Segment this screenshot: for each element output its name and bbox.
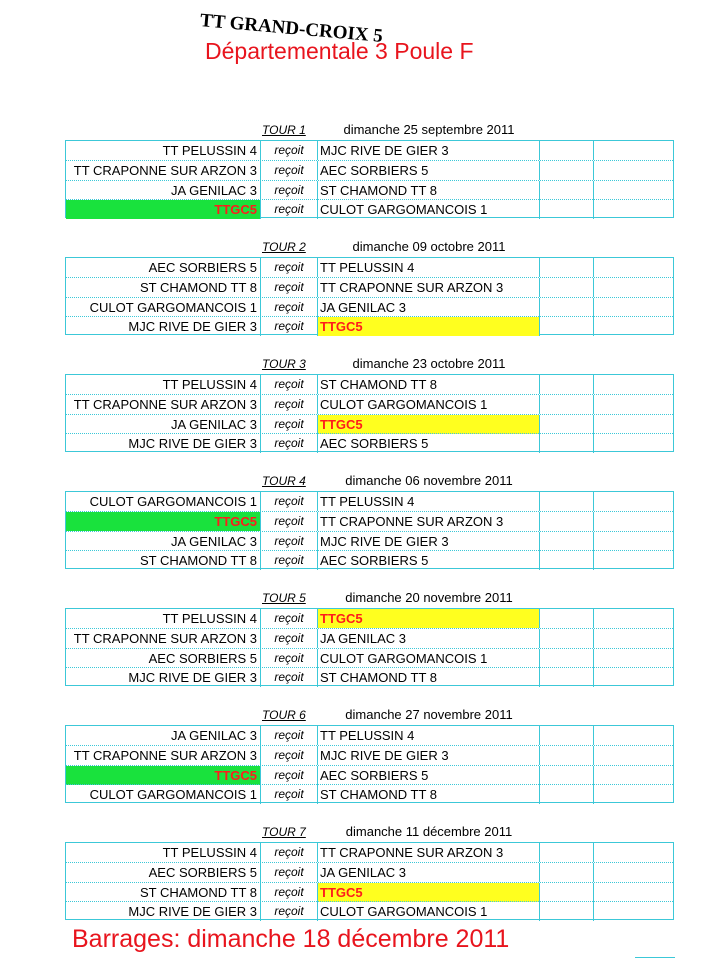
round-header	[0, 706, 720, 726]
match-row	[66, 862, 673, 882]
home-team-name: CULOT GARGOMANCOIS 1	[89, 299, 257, 315]
recoit-label: reçoit	[261, 200, 318, 219]
tour-date: dimanche 11 décembre 2011	[345, 824, 513, 839]
home-team	[66, 863, 261, 882]
recoit-label: reçoit	[261, 161, 318, 180]
tour-date: dimanche 27 novembre 2011	[345, 707, 513, 722]
notes-cell	[593, 843, 673, 862]
notes-cell	[593, 161, 673, 180]
notes-cell	[593, 415, 673, 434]
away-team-name: TTGC5	[320, 318, 363, 334]
match-row	[66, 297, 673, 317]
away-team	[318, 532, 539, 551]
match-row	[66, 609, 673, 628]
home-team	[66, 415, 261, 434]
home-team-name: AEC SORBIERS 5	[148, 260, 257, 275]
home-team-name: TT CRAPONNE SUR ARZON 3	[73, 748, 257, 764]
home-team-name: TT CRAPONNE SUR ARZON 3	[73, 397, 257, 413]
home-team	[66, 317, 261, 336]
away-team-name: JA GENILAC 3	[320, 865, 406, 881]
notes-cell	[593, 317, 673, 336]
away-team	[318, 609, 539, 628]
home-team	[66, 726, 261, 745]
away-team	[318, 141, 539, 160]
away-team-name: TT PELUSSIN 4	[320, 260, 415, 275]
recoit-label: reçoit	[261, 551, 318, 570]
match-row	[66, 531, 673, 551]
match-row	[66, 492, 673, 511]
home-team-name: JA GENILAC 3	[171, 416, 257, 432]
home-team-name: TT PELUSSIN 4	[162, 143, 257, 158]
home-team	[66, 141, 261, 160]
away-team	[318, 629, 539, 648]
recoit-label: reçoit	[261, 649, 318, 668]
match-row	[66, 726, 673, 745]
score-cell	[539, 375, 593, 394]
recoit-label: reçoit	[261, 298, 318, 317]
away-team	[318, 200, 539, 219]
home-team-name: ST CHAMOND TT 8	[139, 280, 257, 296]
away-team	[318, 843, 578, 862]
away-team	[318, 181, 539, 200]
home-team	[66, 512, 261, 531]
recoit-label: reçoit	[261, 746, 318, 765]
home-team-name: MJC RIVE DE GIER 3	[128, 669, 257, 685]
notes-cell	[593, 902, 673, 921]
match-row	[66, 258, 673, 277]
score-cell	[539, 883, 593, 902]
match-table	[65, 725, 674, 803]
home-team	[66, 902, 261, 921]
round-block	[0, 589, 720, 689]
away-team	[318, 492, 539, 511]
round-header	[0, 589, 720, 609]
score-cell	[539, 434, 593, 453]
home-team	[66, 551, 261, 570]
notes-cell	[593, 278, 673, 297]
notes-cell	[593, 649, 673, 668]
away-team	[318, 434, 539, 453]
away-team	[318, 415, 539, 434]
recoit-label: reçoit	[261, 668, 318, 687]
score-cell	[539, 668, 593, 687]
notes-cell	[593, 395, 673, 414]
round-block	[0, 472, 720, 572]
home-team	[66, 746, 261, 765]
notes-cell	[593, 512, 673, 531]
away-team	[318, 785, 539, 804]
recoit-label: reçoit	[261, 766, 318, 785]
score-cell	[539, 181, 593, 200]
notes-cell	[593, 668, 673, 687]
away-team	[318, 317, 539, 336]
notes-cell	[593, 746, 673, 765]
recoit-label: reçoit	[261, 785, 318, 804]
recoit-label: reçoit	[261, 395, 318, 414]
tour-label: TOUR 1	[262, 123, 306, 137]
tour-label: TOUR 5	[262, 591, 306, 605]
round-block	[0, 823, 720, 923]
score-cell	[539, 629, 593, 648]
recoit-label: reçoit	[261, 726, 318, 745]
away-team	[318, 883, 539, 902]
notes-cell	[593, 863, 673, 882]
away-team	[318, 258, 539, 277]
home-team	[66, 532, 261, 551]
recoit-label: reçoit	[261, 258, 318, 277]
notes-cell	[593, 726, 673, 745]
recoit-label: reçoit	[261, 492, 318, 511]
home-team-name: AEC SORBIERS 5	[148, 865, 257, 881]
home-team	[66, 258, 261, 277]
barrages-date: Barrages: dimanche 18 décembre 2011	[72, 925, 510, 953]
score-cell	[539, 492, 593, 511]
home-team	[66, 200, 261, 219]
tour-date: dimanche 09 octobre 2011	[352, 239, 506, 254]
notes-cell	[593, 181, 673, 200]
away-team	[318, 161, 539, 180]
match-row	[66, 316, 673, 336]
tour-label: TOUR 2	[262, 240, 306, 254]
away-team-name: TT PELUSSIN 4	[320, 494, 415, 509]
match-row	[66, 511, 673, 531]
home-team	[66, 395, 261, 414]
home-team-name: ST CHAMOND TT 8	[139, 552, 257, 568]
score-cell	[539, 395, 593, 414]
home-team	[66, 649, 261, 668]
match-table	[65, 491, 674, 569]
notes-cell	[593, 629, 673, 648]
round-block	[0, 355, 720, 455]
home-team	[66, 609, 261, 628]
home-team-name: ST CHAMOND TT 8	[139, 884, 257, 900]
home-team-name: AEC SORBIERS 5	[148, 650, 257, 666]
match-table	[65, 257, 674, 335]
recoit-label: reçoit	[261, 609, 318, 628]
notes-cell	[593, 551, 673, 570]
away-team-name: TT CRAPONNE SUR ARZON 3	[320, 514, 504, 530]
tour-label: TOUR 7	[262, 825, 306, 839]
recoit-label: reçoit	[261, 902, 318, 921]
home-team	[66, 883, 261, 902]
home-team-name: JA GENILAC 3	[171, 533, 257, 549]
tour-label: TOUR 3	[262, 357, 306, 371]
away-team-name: CULOT GARGOMANCOIS 1	[320, 650, 488, 666]
away-team	[318, 766, 539, 785]
score-cell	[539, 161, 593, 180]
notes-cell	[593, 532, 673, 551]
home-team	[66, 668, 261, 687]
away-team-name: MJC RIVE DE GIER 3	[320, 533, 449, 549]
away-team-name: AEC SORBIERS 5	[320, 435, 429, 451]
round-header	[0, 472, 720, 492]
score-cell	[539, 415, 593, 434]
tour-date: dimanche 06 novembre 2011	[345, 473, 513, 488]
recoit-label: reçoit	[261, 883, 318, 902]
home-team	[66, 161, 261, 180]
home-team-name: TT CRAPONNE SUR ARZON 3	[73, 163, 257, 179]
home-team	[66, 629, 261, 648]
away-team-name: AEC SORBIERS 5	[320, 552, 429, 568]
match-row	[66, 550, 673, 570]
round-header	[0, 823, 720, 843]
away-team	[318, 375, 539, 394]
match-table	[65, 608, 674, 686]
round-block	[0, 706, 720, 806]
match-row	[66, 394, 673, 414]
match-row	[66, 199, 673, 219]
away-team-name: AEC SORBIERS 5	[320, 163, 429, 179]
away-team	[318, 902, 539, 921]
recoit-label: reçoit	[261, 317, 318, 336]
score-cell	[539, 258, 593, 277]
notes-cell	[593, 141, 673, 160]
away-team	[318, 726, 539, 745]
away-team-name: CULOT GARGOMANCOIS 1	[320, 201, 488, 217]
tour-date: dimanche 23 octobre 2011	[352, 356, 506, 371]
league-title: Départementale 3 Poule F	[205, 38, 474, 64]
away-team	[318, 298, 539, 317]
divider	[635, 957, 675, 958]
home-team	[66, 375, 261, 394]
match-row	[66, 141, 673, 160]
match-table	[65, 842, 674, 920]
away-team	[318, 649, 539, 668]
away-team-name: AEC SORBIERS 5	[320, 767, 429, 783]
away-team-name: MJC RIVE DE GIER 3	[320, 748, 449, 764]
match-row	[66, 375, 673, 394]
score-cell	[539, 766, 593, 785]
match-row	[66, 433, 673, 453]
away-team-name: ST CHAMOND TT 8	[320, 377, 438, 392]
notes-cell	[593, 785, 673, 804]
home-team	[66, 766, 261, 785]
notes-cell	[593, 434, 673, 453]
notes-cell	[593, 375, 673, 394]
match-row	[66, 765, 673, 785]
home-team-name: JA GENILAC 3	[171, 182, 257, 198]
recoit-label: reçoit	[261, 181, 318, 200]
home-team-name: TTGC5	[214, 201, 257, 217]
notes-cell	[593, 298, 673, 317]
away-team-name: MJC RIVE DE GIER 3	[320, 143, 449, 158]
round-block	[0, 121, 720, 221]
match-row	[66, 745, 673, 765]
score-cell	[539, 785, 593, 804]
away-team-name: ST CHAMOND TT 8	[320, 182, 438, 198]
match-table	[65, 140, 674, 218]
away-team	[318, 863, 539, 882]
away-team-name: CULOT GARGOMANCOIS 1	[320, 903, 488, 919]
score-cell	[539, 726, 593, 745]
match-row	[66, 648, 673, 668]
home-team	[66, 278, 261, 297]
score-cell	[539, 863, 593, 882]
away-team-name: TT CRAPONNE SUR ARZON 3	[320, 280, 504, 296]
home-team	[66, 434, 261, 453]
score-cell	[539, 141, 593, 160]
score-cell	[539, 532, 593, 551]
match-row	[66, 667, 673, 687]
match-row	[66, 414, 673, 434]
recoit-label: reçoit	[261, 629, 318, 648]
match-row	[66, 901, 673, 921]
recoit-label: reçoit	[261, 278, 318, 297]
away-team	[318, 551, 539, 570]
recoit-label: reçoit	[261, 863, 318, 882]
home-team	[66, 181, 261, 200]
recoit-label: reçoit	[261, 375, 318, 394]
home-team	[66, 785, 261, 804]
home-team-name: MJC RIVE DE GIER 3	[128, 318, 257, 334]
recoit-label: reçoit	[261, 843, 318, 862]
away-team	[318, 278, 578, 297]
notes-cell	[593, 200, 673, 219]
home-team-name: CULOT GARGOMANCOIS 1	[89, 786, 257, 802]
away-team-name: TT PELUSSIN 4	[320, 728, 415, 743]
home-team-name: TT PELUSSIN 4	[162, 611, 257, 626]
notes-cell	[593, 883, 673, 902]
away-team-name: JA GENILAC 3	[320, 631, 406, 647]
match-row	[66, 160, 673, 180]
score-cell	[539, 902, 593, 921]
home-team-name: JA GENILAC 3	[171, 728, 257, 743]
score-cell	[539, 551, 593, 570]
recoit-label: reçoit	[261, 512, 318, 531]
round-block	[0, 238, 720, 338]
away-team-name: TTGC5	[320, 611, 363, 626]
score-cell	[539, 200, 593, 219]
notes-cell	[593, 258, 673, 277]
away-team-name: CULOT GARGOMANCOIS 1	[320, 397, 488, 413]
home-team-name: TTGC5	[214, 514, 257, 530]
recoit-label: reçoit	[261, 141, 318, 160]
round-header	[0, 355, 720, 375]
match-table	[65, 374, 674, 452]
home-team-name: CULOT GARGOMANCOIS 1	[89, 494, 257, 509]
match-row	[66, 277, 673, 297]
recoit-label: reçoit	[261, 532, 318, 551]
away-team-name: JA GENILAC 3	[320, 299, 406, 315]
away-team	[318, 395, 539, 414]
away-team	[318, 668, 539, 687]
home-team	[66, 492, 261, 511]
score-cell	[539, 746, 593, 765]
away-team	[318, 512, 578, 531]
notes-cell	[593, 766, 673, 785]
match-row	[66, 843, 673, 862]
match-row	[66, 628, 673, 648]
score-cell	[539, 649, 593, 668]
match-row	[66, 784, 673, 804]
away-team	[318, 746, 539, 765]
away-team-name: TTGC5	[320, 416, 363, 432]
tour-date: dimanche 25 septembre 2011	[343, 122, 515, 137]
home-team	[66, 843, 261, 862]
home-team-name: TTGC5	[214, 767, 257, 783]
tour-date: dimanche 20 novembre 2011	[345, 590, 513, 605]
round-header	[0, 238, 720, 258]
score-cell	[539, 609, 593, 628]
notes-cell	[593, 492, 673, 511]
home-team-name: TT CRAPONNE SUR ARZON 3	[73, 631, 257, 647]
away-team-name: ST CHAMOND TT 8	[320, 669, 438, 685]
home-team-name: TT PELUSSIN 4	[162, 377, 257, 392]
club-title: TT GRAND-CROIX 5	[199, 10, 384, 47]
home-team	[66, 298, 261, 317]
round-header	[0, 121, 720, 141]
match-row	[66, 180, 673, 200]
away-team-name: TTGC5	[320, 884, 363, 900]
notes-cell	[593, 609, 673, 628]
away-team-name: TT CRAPONNE SUR ARZON 3	[320, 845, 504, 860]
score-cell	[539, 317, 593, 336]
home-team-name: MJC RIVE DE GIER 3	[128, 903, 257, 919]
match-row	[66, 882, 673, 902]
home-team-name: MJC RIVE DE GIER 3	[128, 435, 257, 451]
recoit-label: reçoit	[261, 415, 318, 434]
score-cell	[539, 298, 593, 317]
tour-label: TOUR 6	[262, 708, 306, 722]
tour-label: TOUR 4	[262, 474, 306, 488]
away-team-name: ST CHAMOND TT 8	[320, 786, 438, 802]
recoit-label: reçoit	[261, 434, 318, 453]
home-team-name: TT PELUSSIN 4	[162, 845, 257, 860]
